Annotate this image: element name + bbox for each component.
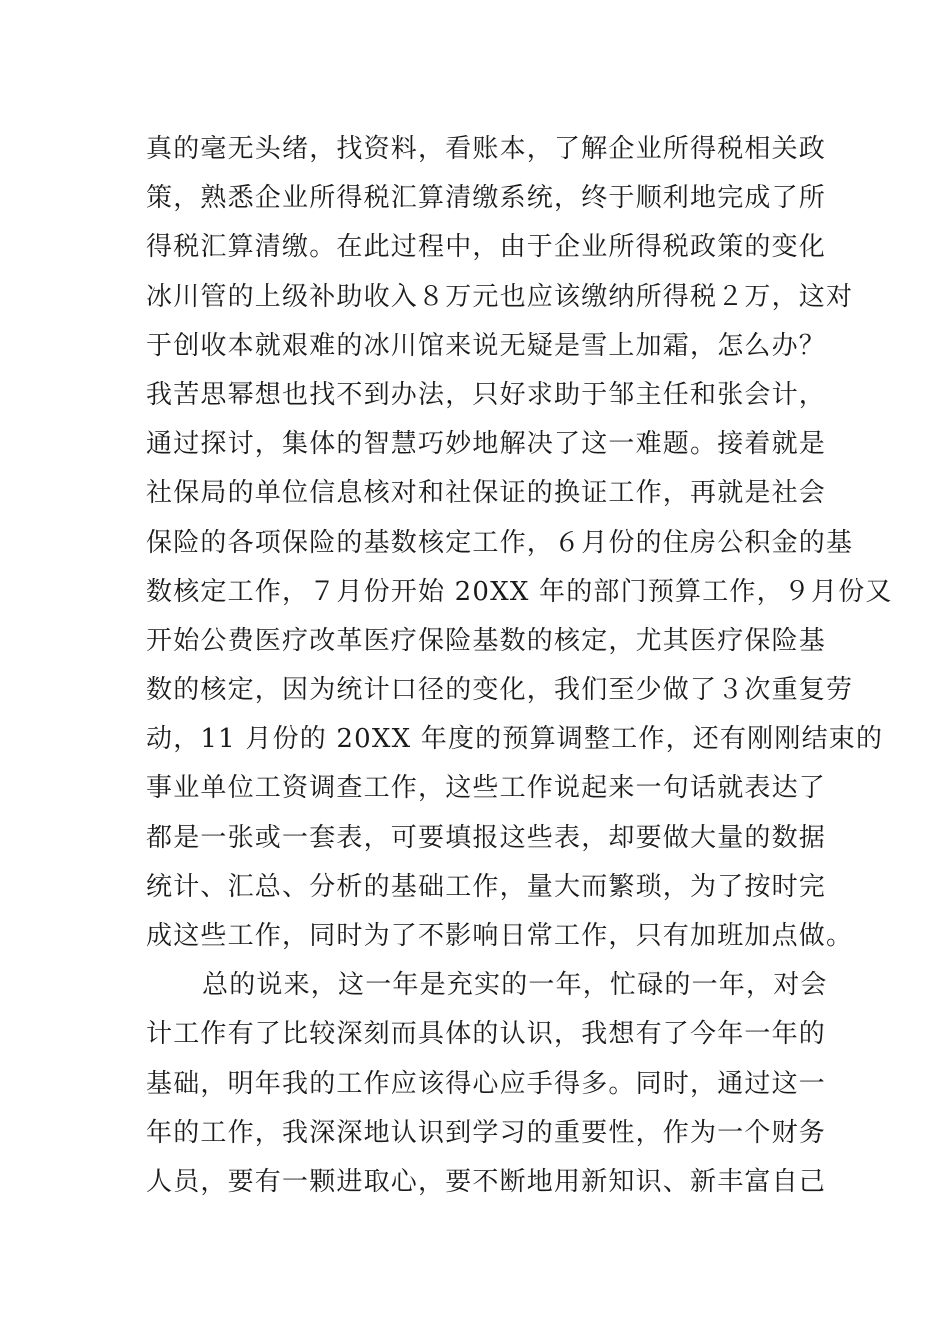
text-line: 基础，明年我的工作应该得心应手得多。同时，通过这一 bbox=[146, 1068, 827, 1099]
text-line: 社保局的单位信息核对和社保证的换证工作，再就是社会 bbox=[146, 478, 827, 509]
text-line: 动，11 月份的 20XX 年度的预算调整工作，还有刚刚结束的 bbox=[146, 724, 884, 755]
text-line: 冰川管的上级补助收入８万元也应该缴纳所得税２万，这对 bbox=[146, 281, 854, 312]
paragraph-first-line: 总的说来，这一年是充实的一年，忙碌的一年，对会 bbox=[202, 970, 828, 1001]
text-line: 事业单位工资调查工作，这些工作说起来一句话就表达了 bbox=[146, 773, 827, 804]
body-text bbox=[146, 125, 893, 1207]
text-line: 策，熟悉企业所得税汇算清缴系统，终于顺利地完成了所 bbox=[146, 183, 827, 214]
text-line: 我苦思幂想也找不到办法，只好求助于邹主任和张会计， bbox=[146, 379, 827, 410]
text-line: 计工作有了比较深刻而具体的认识，我想有了今年一年的 bbox=[146, 1019, 827, 1050]
text-line: 人员，要有一颗进取心，要不断地用新知识、新丰富自己 bbox=[146, 1166, 827, 1197]
text-line: 开始公费医疗改革医疗保险基数的核定，尤其医疗保险基 bbox=[146, 625, 827, 656]
text-line: 于创收本就艰难的冰川馆来说无疑是雪上加霜，怎么办？ bbox=[146, 330, 827, 361]
text-line: 得税汇算清缴。在此过程中，由于企业所得税政策的变化 bbox=[146, 232, 827, 263]
text-line: 真的毫无头绪，找资料，看账本，了解企业所得税相关政 bbox=[146, 134, 827, 164]
text-line: 统计、汇总、分析的基础工作，量大而繁琐，为了按时完 bbox=[146, 871, 827, 902]
text-line: 数的核定，因为统计口径的变化，我们至少做了３次重复劳 bbox=[146, 675, 854, 706]
text-line: 通过探讨，集体的智慧巧妙地解决了这一难题。接着就是 bbox=[146, 429, 827, 460]
text-line: 数核定工作，７月份开始 20XX 年的部门预算工作，９月份又 bbox=[146, 576, 893, 607]
text-line: 成这些工作，同时为了不影响日常工作，只有加班加点做。 bbox=[146, 921, 854, 951]
text-line: 都是一张或一套表，可要填报这些表，却要做大量的数据 bbox=[146, 822, 827, 853]
text-line: 保险的各项保险的基数核定工作，６月份的住房公积金的基 bbox=[146, 527, 854, 558]
text-line: 年的工作，我深深地认识到学习的重要性，作为一个财务 bbox=[146, 1117, 827, 1148]
